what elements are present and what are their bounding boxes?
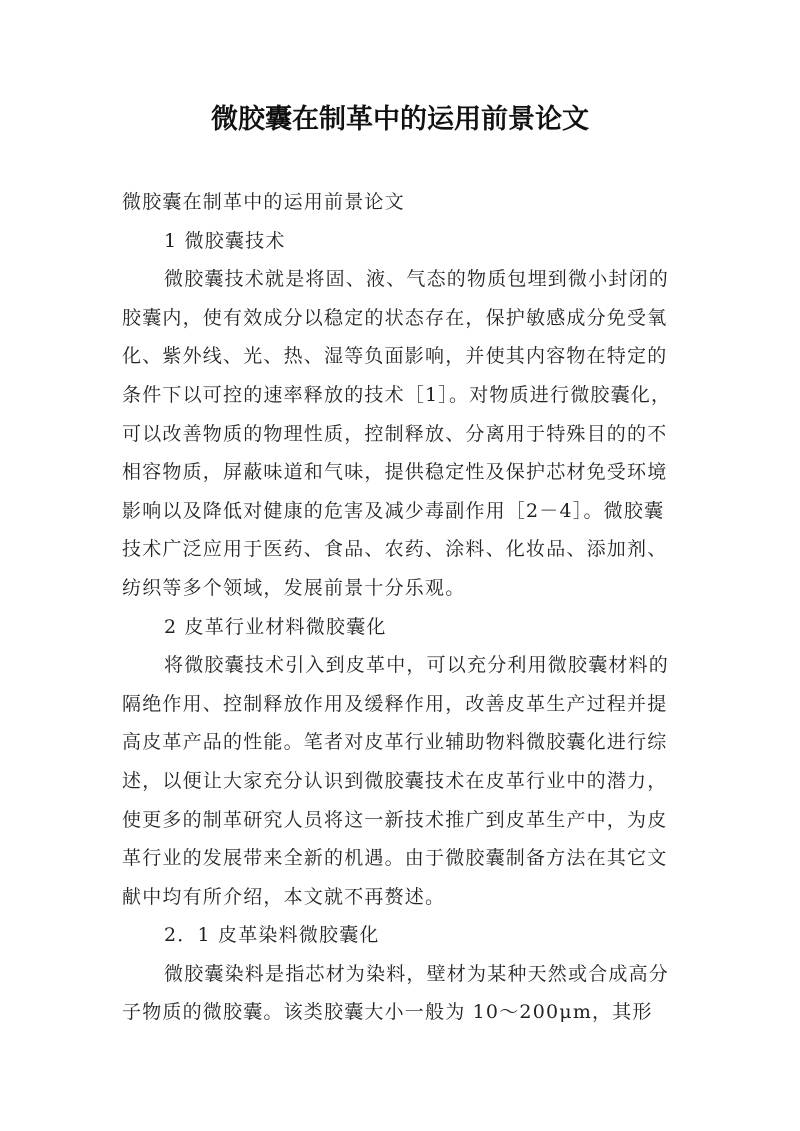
document-body xyxy=(122,183,682,1032)
section-heading: 2．1 皮革染料微胶囊化 xyxy=(164,924,380,947)
paragraph: 微胶囊染料是指芯材为染料，壁材为某种天然或合成高分子物质的微胶囊。该类胶囊大小一般为 10～200μm，其形 xyxy=(122,962,670,1024)
section-heading: 2 皮革行业材料微胶囊化 xyxy=(164,615,387,638)
paragraph: 将微胶囊技术引入到皮革中，可以充分利用微胶囊材料的隔绝作用、控制释放作用及缓释作用，改善皮革生产过程并提高皮革产品的性能。笔者对皮革行业辅助物料微胶囊化进行综述，以便让大家充分认识到微胶囊技术在皮革行业中的潜力，使更多的制革研究人员将这一新技术推广到皮革生产中，为皮革行业的发展带来全新的机遇。由于微胶囊制备方法在其它文献中均有所介绍，本文就不再赘述。 xyxy=(122,654,670,908)
paragraph: 微胶囊技术就是将固、液、气态的物质包埋到微小封闭的胶囊内，使有效成分以稳定的状态存在，保护敏感成分免受氧化、紫外线、光、热、湿等负面影响，并使其内容物在特定的条件下以可控的速率释放的技术［1］。对物质进行微胶囊化，可以改善物质的物理性质，控制释放、分离用于特殊目的的不相容物质，屏蔽味道和气味，提供稳定性及保护芯材免受环境影响以及降低对健康的危害及减少毒副作用［2－4］。微胶囊技术广泛应用于医药、食品、农药、涂料、化妆品、添加剂、纺织等多个领域，发展前景十分乐观。 xyxy=(122,268,672,599)
document-subtitle: 微胶囊在制革中的运用前景论文 xyxy=(122,191,405,213)
section-heading: 1 微胶囊技术 xyxy=(164,229,286,252)
document-title: 微胶囊在制革中的运用前景论文 xyxy=(211,104,589,135)
